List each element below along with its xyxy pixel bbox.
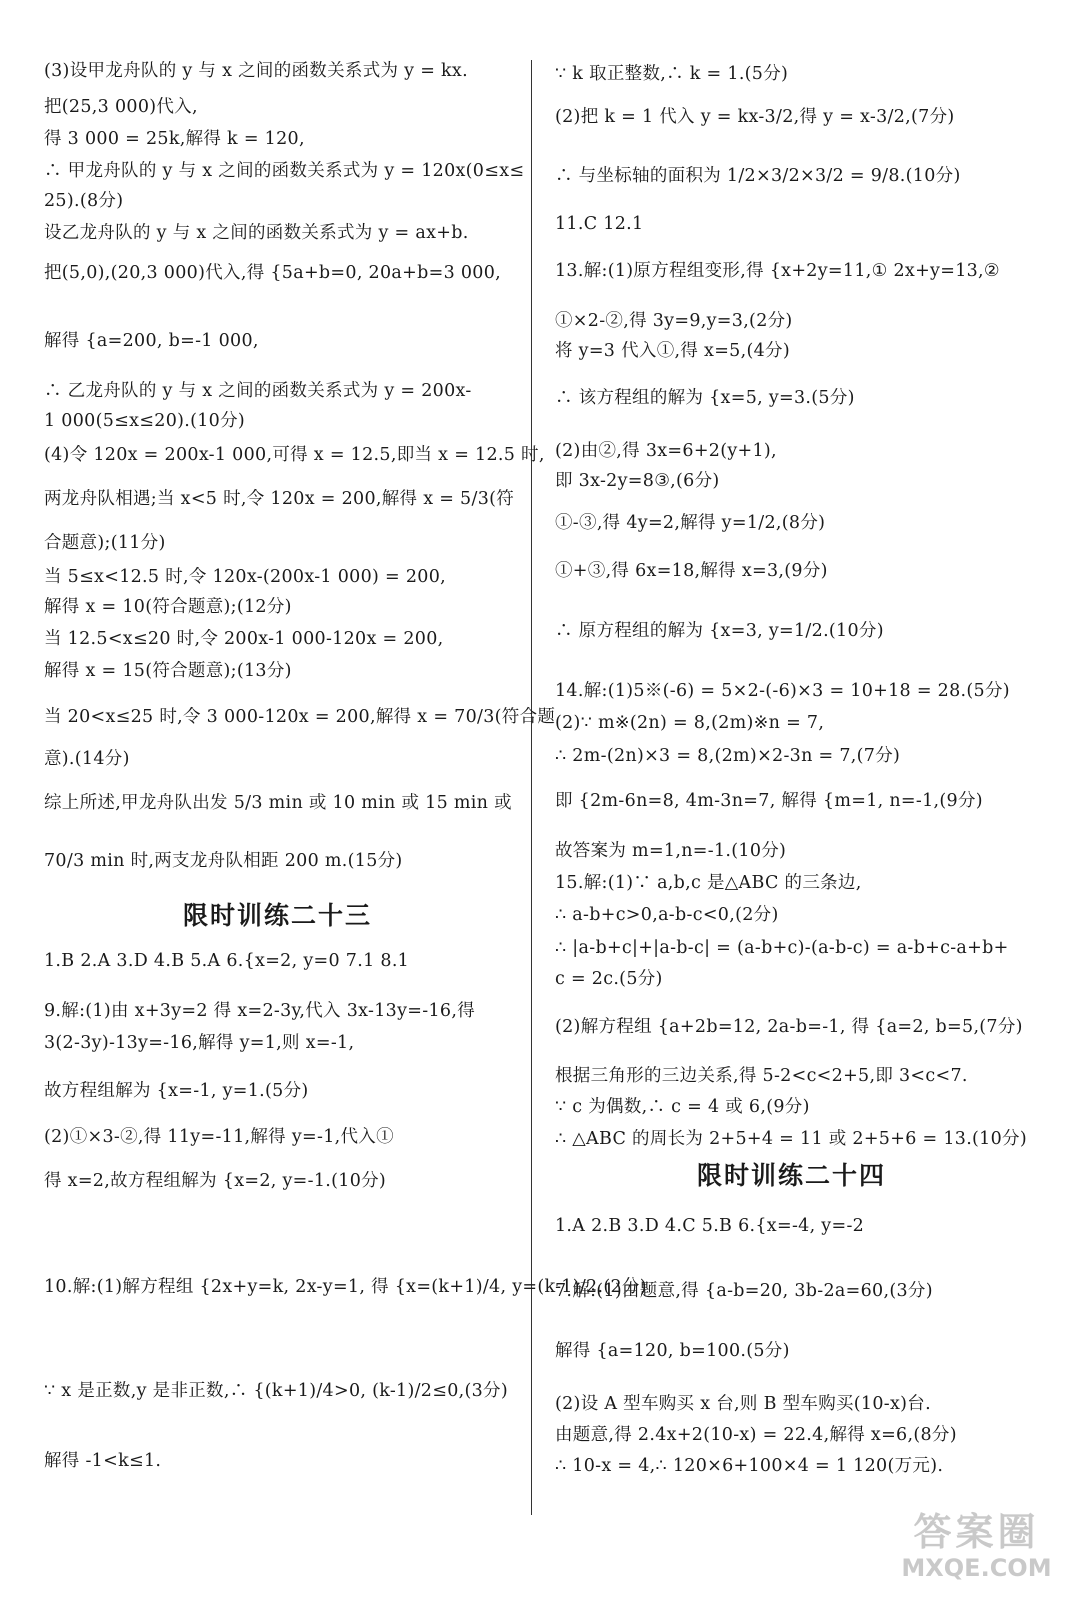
watermark-logo [894, 1510, 1059, 1590]
text-line: 两龙舟队相遇;当 x<5 时,令 120x = 200,解得 x = 5/3(符 [44, 489, 515, 509]
text-line: 10.解:(1)解方程组 {2x+y=k, 2x-y=1, 得 {x=(k+1)/4, y=(k-1)/2.(2分) [44, 1277, 647, 1297]
text-line: ∴ 与坐标轴的面积为 1/2×3/2×3/2 = 9/8.(10分) [555, 166, 961, 186]
text-line: ∴ △ABC 的周长为 2+5+4 = 11 或 2+5+6 = 13.(10分) [555, 1129, 1027, 1149]
text-line: (2)设 A 型车购买 x 台,则 B 型车购买(10-x)台. [555, 1394, 931, 1414]
text-line: 解得 -1<k≤1. [44, 1451, 162, 1471]
text-line: 设乙龙舟队的 y 与 x 之间的函数关系式为 y = ax+b. [44, 223, 469, 243]
text-line: 当 12.5<x≤20 时,令 200x-1 000-120x = 200, [44, 629, 444, 649]
text-line: ①+③,得 6x=18,解得 x=3,(9分) [555, 561, 828, 581]
text-line: 由题意,得 2.4x+2(10-x) = 22.4,解得 x=6,(8分) [555, 1425, 957, 1445]
watermark-url: MXQE.COM [901, 1554, 1052, 1582]
text-line: 13.解:(1)原方程组变形,得 {x+2y=11,① 2x+y=13,② [555, 261, 1000, 281]
text-line: ∴ |a-b+c|+|a-b-c| = (a-b+c)-(a-b-c) = a-b+c-a+b+ [555, 938, 1009, 958]
section-title-23: 限时训练二十三 [183, 901, 373, 930]
text-line: c = 2c.(5分) [555, 969, 663, 989]
text-line: 解得 {a=120, b=100.(5分) [555, 1341, 790, 1361]
text-line: ∴ 10-x = 4,∴ 120×6+100×4 = 1 120(万元). [555, 1456, 944, 1476]
text-line: 即 3x-2y=8③,(6分) [555, 471, 720, 491]
text-line: ∴ 该方程组的解为 {x=5, y=3.(5分) [555, 388, 855, 408]
text-line: 1.A 2.B 3.D 4.C 5.B 6.{x=-4, y=-2 [555, 1216, 865, 1236]
text-line: 故答案为 m=1,n=-1.(10分) [555, 841, 787, 861]
text-line: 1.B 2.A 3.D 4.B 5.A 6.{x=2, y=0 7.1 8.1 [44, 951, 410, 971]
text-line: ∵ c 为偶数,∴ c = 4 或 6,(9分) [555, 1097, 810, 1117]
text-line: 7.解:(1)由题意,得 {a-b=20, 3b-2a=60,(3分) [555, 1281, 933, 1301]
text-line: 70/3 min 时,两支龙舟队相距 200 m.(15分) [44, 851, 403, 871]
text-line: 解得 x = 10(符合题意);(12分) [44, 597, 292, 617]
text-line: 1 000(5≤x≤20).(10分) [44, 411, 246, 431]
text-line: 15.解:(1)∵ a,b,c 是△ABC 的三条边, [555, 873, 862, 893]
text-line: ∴ 乙龙舟队的 y 与 x 之间的函数关系式为 y = 200x- [44, 381, 472, 401]
text-line: 9.解:(1)由 x+3y=2 得 x=2-3y,代入 3x-13y=-16,得 [44, 1001, 475, 1021]
watermark-text: 答案圈 [913, 1510, 1040, 1554]
text-line: 25).(8分) [44, 191, 124, 211]
text-line: 14.解:(1)5※(-6) = 5×2-(-6)×3 = 10+18 = 28.(5分) [555, 681, 1010, 701]
text-line: (4)令 120x = 200x-1 000,可得 x = 12.5,即当 x = 12.5 时, [44, 445, 545, 465]
text-line: 当 20<x≤25 时,令 3 000-120x = 200,解得 x = 70/3(符合题 [44, 707, 556, 727]
text-line: ①-③,得 4y=2,解得 y=1/2,(8分) [555, 513, 826, 533]
text-line: 当 5≤x<12.5 时,令 120x-(200x-1 000) = 200, [44, 567, 447, 587]
text-line: (2)∵ m※(2n) = 8,(2m)※n = 7, [555, 713, 825, 733]
text-line: 合题意);(11分) [44, 533, 166, 553]
text-line: ①×2-②,得 3y=9,y=3,(2分) [555, 311, 793, 331]
text-line: 得 x=2,故方程组解为 {x=2, y=-1.(10分) [44, 1171, 387, 1191]
text-line: (3)设甲龙舟队的 y 与 x 之间的函数关系式为 y = kx. [44, 61, 468, 81]
text-line: 解得 {a=200, b=-1 000, [44, 331, 259, 351]
text-line: 故方程组解为 {x=-1, y=1.(5分) [44, 1081, 309, 1101]
section-title-24: 限时训练二十四 [697, 1161, 887, 1190]
text-line: (2)由②,得 3x=6+2(y+1), [555, 441, 777, 461]
text-line: 得 3 000 = 25k,解得 k = 120, [44, 129, 305, 149]
text-line: ∴ 2m-(2n)×3 = 8,(2m)×2-3n = 7,(7分) [555, 746, 901, 766]
text-line: (2)解方程组 {a+2b=12, 2a-b=-1, 得 {a=2, b=5,(7分) [555, 1017, 1023, 1037]
text-line: ∴ 原方程组的解为 {x=3, y=1/2.(10分) [555, 621, 884, 641]
text-line: ∵ k 取正整数,∴ k = 1.(5分) [555, 64, 789, 84]
text-line: 把(25,3 000)代入, [44, 97, 198, 117]
text-line: 根据三角形的三边关系,得 5-2<c<2+5,即 3<c<7. [555, 1066, 968, 1086]
text-line: ∵ x 是正数,y 是非正数,∴ {(k+1)/4>0, (k-1)/2≤0,(3分) [44, 1381, 508, 1401]
text-line: (2)把 k = 1 代入 y = kx-3/2,得 y = x-3/2,(7分) [555, 107, 955, 127]
text-line: 把(5,0),(20,3 000)代入,得 {5a+b=0, 20a+b=3 000, [44, 263, 502, 283]
text-line: 将 y=3 代入①,得 x=5,(4分) [555, 341, 790, 361]
text-line: 11.C 12.1 [555, 214, 644, 234]
text-line: (2)①×3-②,得 11y=-11,解得 y=-1,代入① [44, 1127, 394, 1147]
text-line: 即 {2m-6n=8, 4m-3n=7, 解得 {m=1, n=-1,(9分) [555, 791, 983, 811]
text-line: 3(2-3y)-13y=-16,解得 y=1,则 x=-1, [44, 1033, 355, 1053]
text-line: 综上所述,甲龙舟队出发 5/3 min 或 10 min 或 15 min 或 [44, 793, 512, 813]
text-line: ∴ 甲龙舟队的 y 与 x 之间的函数关系式为 y = 120x(0≤x≤ [44, 161, 525, 181]
text-line: 意).(14分) [44, 749, 130, 769]
text-line: 解得 x = 15(符合题意);(13分) [44, 661, 292, 681]
text-line: ∴ a-b+c>0,a-b-c<0,(2分) [555, 905, 779, 925]
